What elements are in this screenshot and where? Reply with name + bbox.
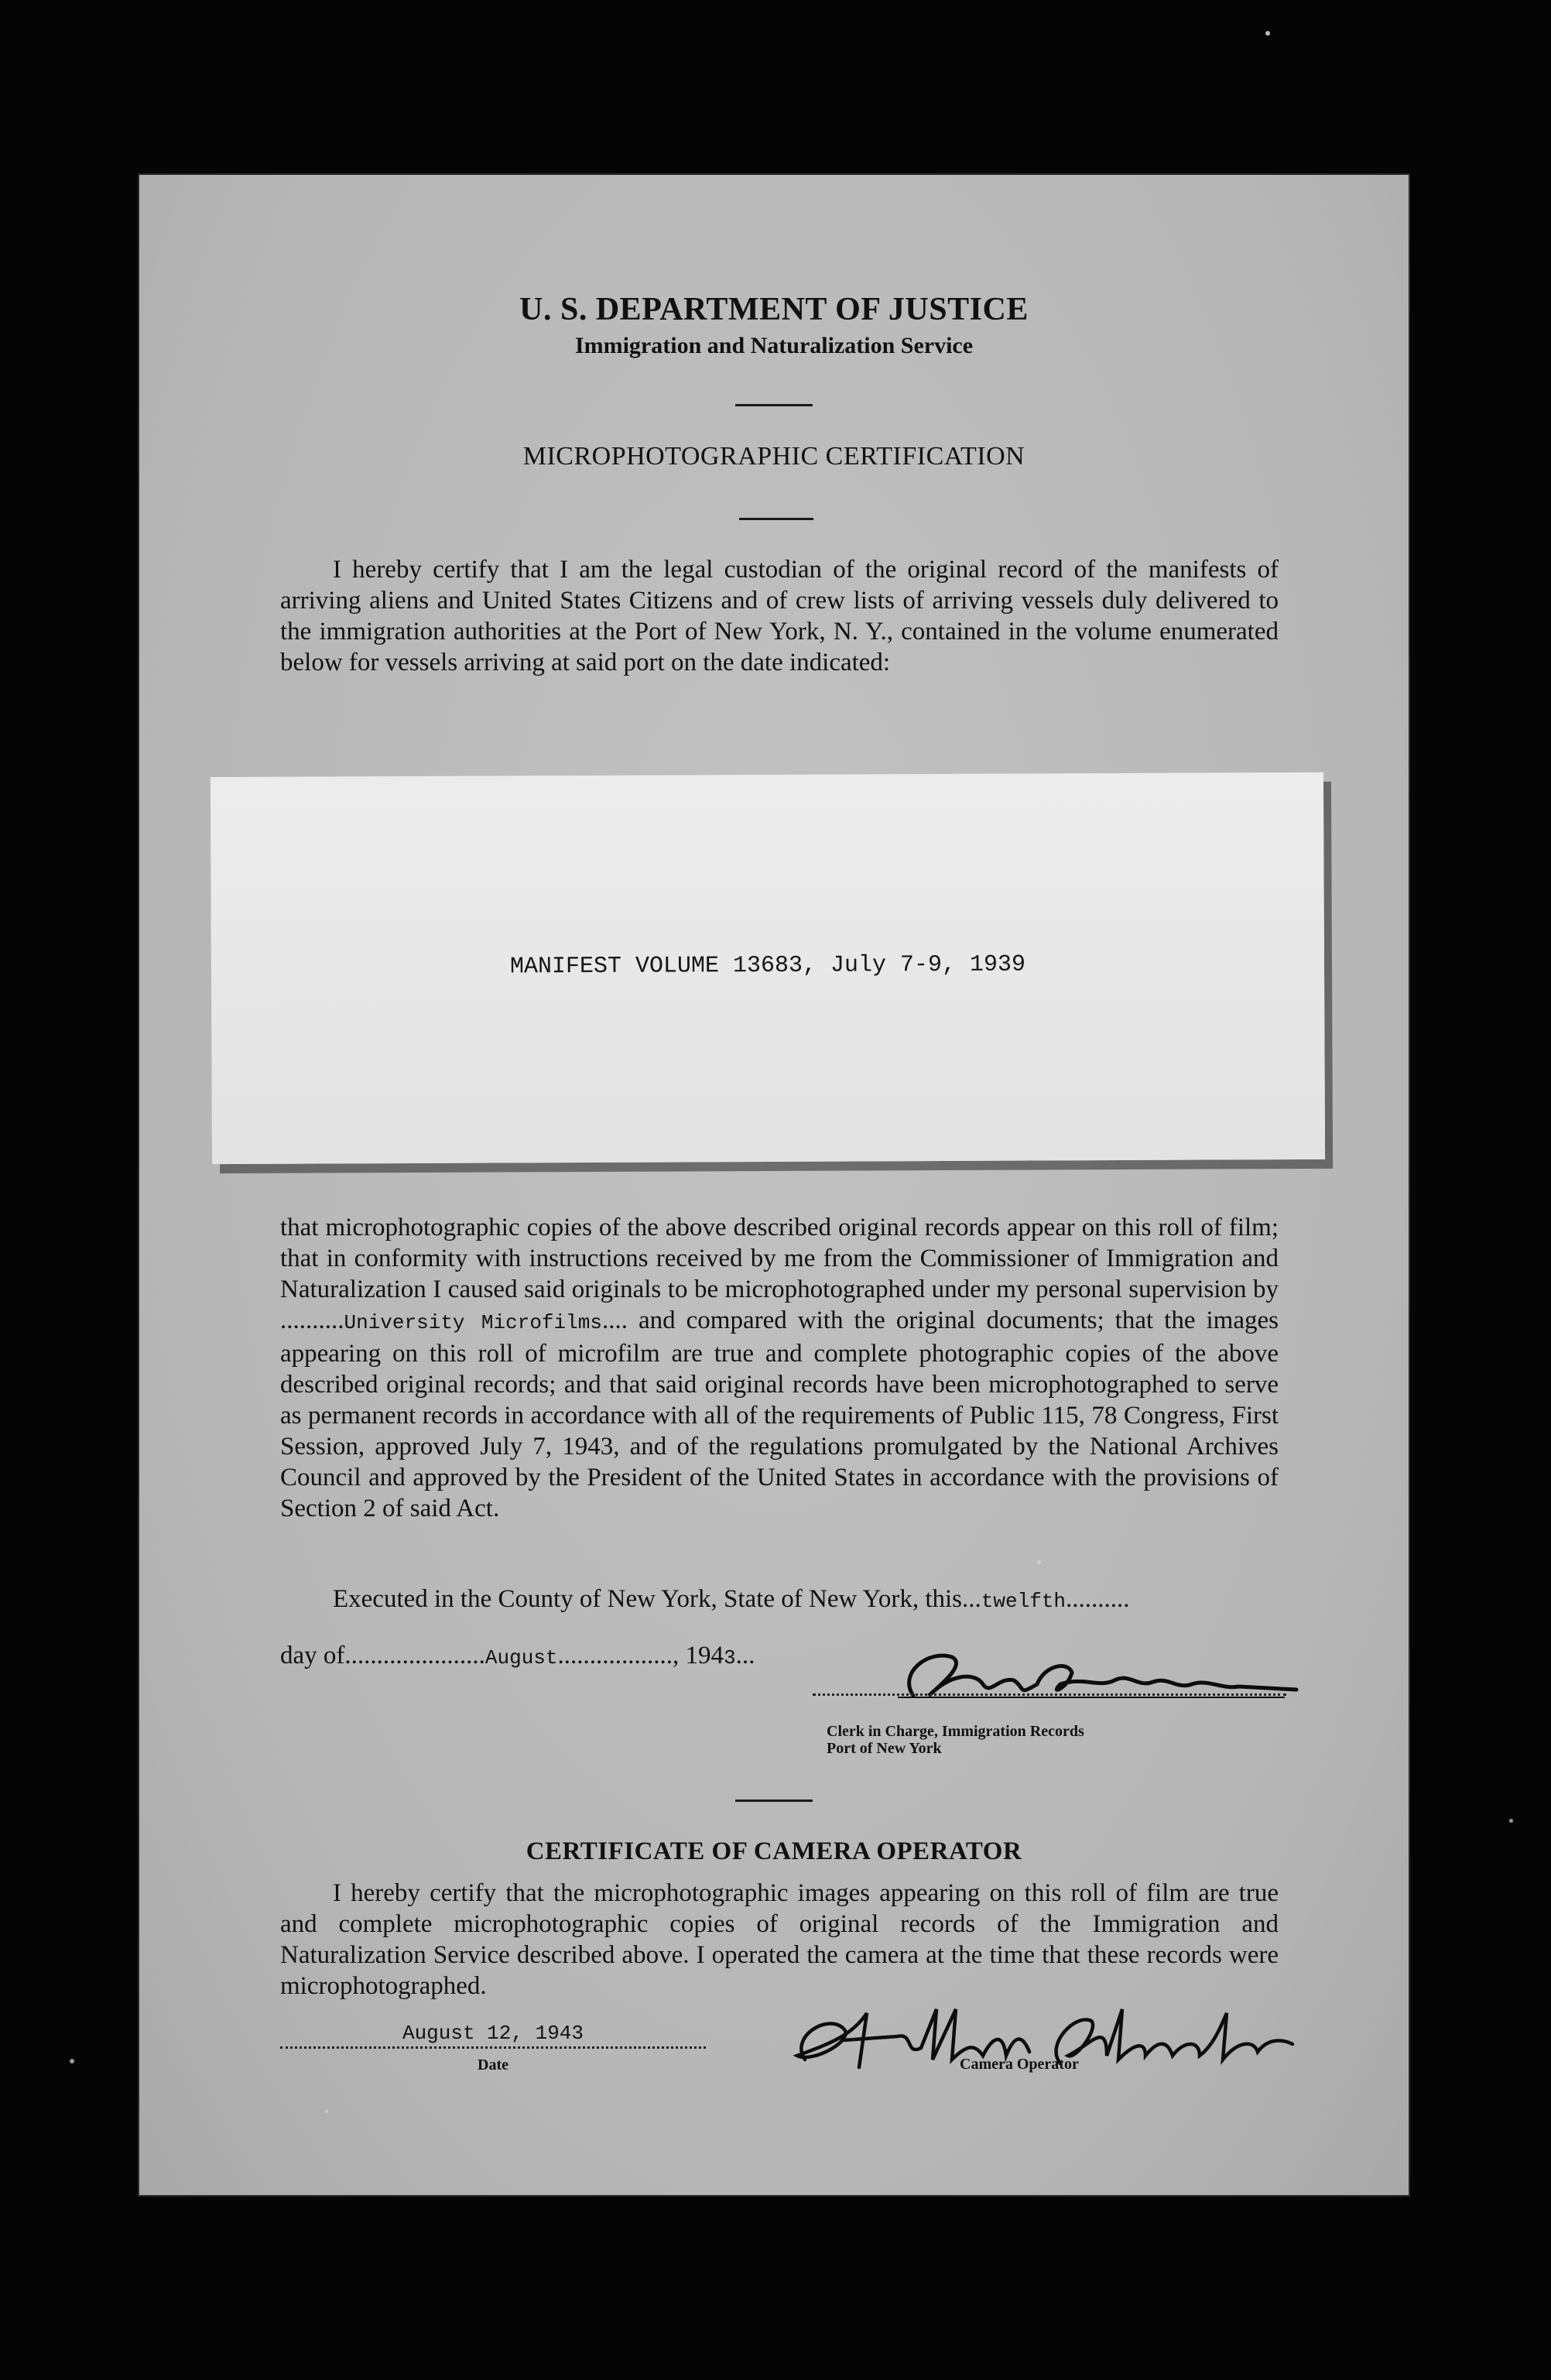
executed-text: Executed in the County of New York, State of New York, this xyxy=(333,1585,963,1613)
month-field: August xyxy=(484,1646,558,1669)
clerk-title xyxy=(827,1723,1084,1757)
operator-label: Camera Operator xyxy=(960,2056,1079,2073)
intro-paragraph: I hereby certify that I am the legal custodian of the original record of the manifests of arriving aliens and United States Citizens and of crew lists of arriving vessels duly delivered to the immigration authorities at the Port of New York, N. Y., contained in the volume enumerated below for vessels arriving at said port on the date indicated: xyxy=(280,556,1279,676)
volume-label: MANIFEST VOLUME 13683, July 7-9, 1939 xyxy=(509,951,1026,981)
photographer-field: University Microfilms xyxy=(344,1311,602,1334)
camera-certificate-title: CERTIFICATE OF CAMERA OPERATOR xyxy=(526,1837,1022,1865)
date-value: August 12, 1943 xyxy=(402,2022,584,2045)
body-text-after: and compared with the original documents; that the images appearing on this roll of microfilm are true and complete photographic copies of the above described original records; and that said original records have been microphotographed to serve as permanent records in accordance with all of the requirements of Public 115, 78 Congress, First Session, approved July 7, 1943, and of the regulations promulgated by the National Archives Council and approved by the President of the United States in accordance with the provisions of Section 2 of said Act. xyxy=(280,1306,1279,1522)
paper-speck xyxy=(325,2110,328,2113)
day-of-text: day of xyxy=(280,1642,345,1669)
body-text-before: that microphotographic copies of the above described original records appear on this roll of film; that in conformity with instructions received by me from the Commissioner of Immigration and Naturalization I caused said originals to be microphotographed under my personal supervision by xyxy=(280,1214,1279,1303)
camera-certificate-paragraph: I hereby certify that the microphotographic images appearing on this roll of film are true and complete microphotographic copies of original records of the Immigration and Naturalization Service described above. I operated the camera at the time that these records were microphotographed. xyxy=(280,1879,1279,2000)
film-speck xyxy=(1509,1819,1513,1823)
divider-rule xyxy=(735,1800,813,1802)
year-prefix: , 194 xyxy=(673,1642,724,1669)
certification-title: MICROPHOTOGRAPHIC CERTIFICATION xyxy=(522,442,1025,471)
clerk-title-line-1: Clerk in Charge, Immigration Records xyxy=(827,1723,1084,1740)
film-speck xyxy=(1265,31,1270,36)
certificate-page xyxy=(139,175,1409,2195)
body-paragraph: that microphotographic copies of the above described original records appear on this roll of film; that in conformity with instructions received by me from the Commissioner of Immigration and Naturalization I caused said originals to be microphotographed under my personal supervision by ..........University Microfilms.... and compared with the original documents; that the images appearing on this roll of microfilm are true and complete photographic copies of the above described original records; and that said original records have been microphotographed to serve as permanent records in accordance with all of the requirements of Public 115, 78 Congress, First Session, approved July 7, 1943, and of the regulations promulgated by the National Archives Council and approved by the President of the United States in accordance with the provisions of Section 2 of said Act. xyxy=(280,1214,1279,1522)
clerk-signature-line xyxy=(813,1693,1286,1696)
date-label: Date xyxy=(478,2056,508,2074)
date-line: day of......................August.................., 1943... xyxy=(280,1642,755,1669)
volume-slip xyxy=(211,772,1325,1164)
paper-speck xyxy=(1037,1560,1041,1564)
service-subtitle: Immigration and Naturalization Service xyxy=(574,333,974,358)
year-digit-field: 3 xyxy=(724,1646,736,1669)
film-speck xyxy=(70,2059,74,2063)
clerk-title-line-2: Port of New York xyxy=(827,1740,942,1757)
clerk-signature xyxy=(882,1642,1300,1711)
department-title: U. S. DEPARTMENT OF JUSTICE xyxy=(519,292,1029,327)
divider-rule xyxy=(739,518,813,520)
divider-rule xyxy=(735,404,813,406)
day-field: twelfth xyxy=(981,1590,1066,1613)
date-dotted-line xyxy=(280,2046,706,2049)
date-field xyxy=(280,2022,706,2074)
executed-line: Executed in the County of New York, State of New York, this...twelfth.......... xyxy=(333,1585,1130,1613)
